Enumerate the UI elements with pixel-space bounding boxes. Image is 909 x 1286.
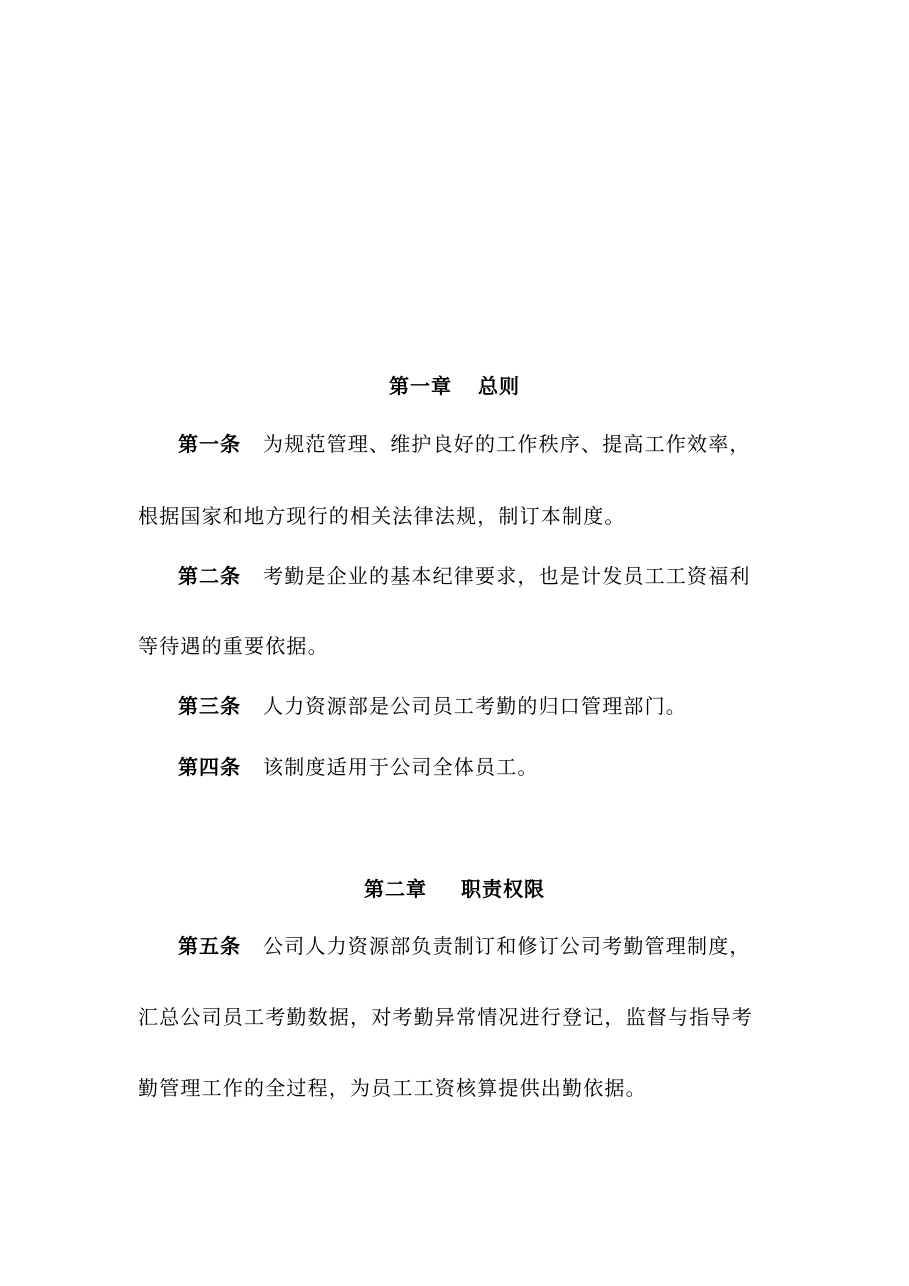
chapter-1-title: 总则 [478, 374, 520, 398]
article-4-line-1 [178, 755, 539, 779]
article-2-line-2 [138, 634, 329, 658]
chapter-1-heading [0, 370, 909, 399]
article-1-text-1: 为规范管理、维护良好的工作秩序、提高工作效率， [263, 432, 751, 456]
article-1-line-1 [178, 432, 751, 456]
article-5-line-3 [138, 1076, 647, 1100]
article-4-label: 第四条 [178, 755, 241, 779]
article-5-line-1 [178, 934, 751, 958]
article-2-label: 第二条 [178, 564, 241, 588]
article-5-line-2 [138, 1005, 753, 1029]
article-1-label: 第一条 [178, 432, 241, 456]
article-2-text-1: 考勤是企业的基本纪律要求，也是计发员工工资福利 [263, 564, 751, 588]
article-5-text-2: 汇总公司员工考勤数据，对考勤异常情况进行登记，监督与指导考 [138, 1005, 753, 1029]
article-1-text-2: 根据国家和地方现行的相关法律法规，制订本制度。 [138, 504, 626, 528]
article-2-line-1 [178, 564, 751, 588]
article-1-line-2 [138, 504, 626, 528]
article-5-text-3: 勤管理工作的全过程，为员工工资核算提供出勤依据。 [138, 1076, 647, 1100]
article-3-text-1: 人力资源部是公司员工考勤的归口管理部门。 [263, 694, 687, 718]
article-5-text-1: 公司人力资源部负责制订和修订公司考勤管理制度， [263, 934, 751, 958]
article-2-text-2: 等待遇的重要依据。 [138, 634, 329, 658]
chapter-2-heading [0, 873, 909, 902]
chapter-2-label: 第二章 [364, 877, 427, 901]
article-3-line-1 [178, 694, 687, 718]
chapter-2-title: 职责权限 [461, 877, 545, 901]
article-5-label: 第五条 [178, 934, 241, 958]
article-4-text-1: 该制度适用于公司全体员工。 [263, 755, 539, 779]
chapter-1-label: 第一章 [389, 374, 452, 398]
article-3-label: 第三条 [178, 694, 241, 718]
